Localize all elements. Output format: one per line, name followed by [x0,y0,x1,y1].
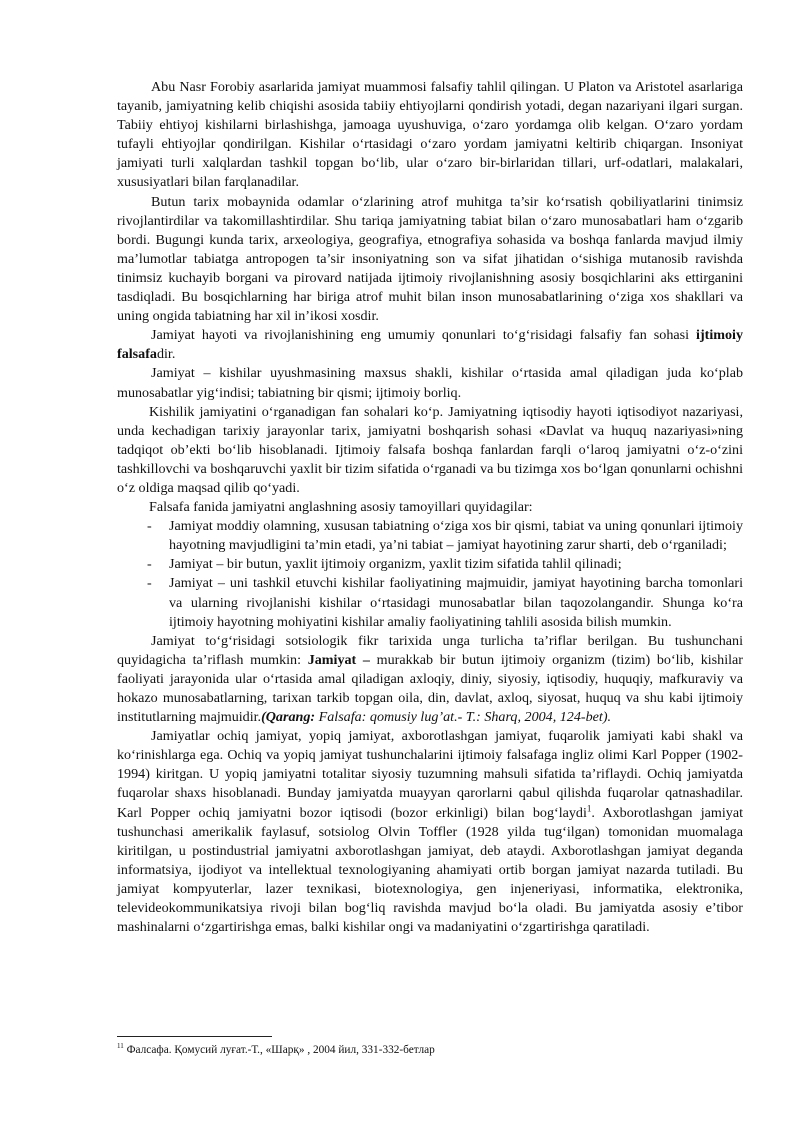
paragraph-text: Jamiyat to‘g‘risidagi sotsiologik fikr tarixida unga turlicha ta’riflar berilgan. Bu tushunchani quyidagicha ta’riflash mumkin: [117,632,743,668]
document-body [117,78,743,937]
footnote-text: Фалсафа. Қомусий луғат.-Т., «Шарқ» , 2004 йил, 331-332-бетлар [123,1044,435,1056]
paragraph-text: Jamiyatlar ochiq jamiyat, yopiq jamiyat, axborotlashgan jamiyat, fuqarolik jamiyati kabi shakl va ko‘rinishlarga ega. Ochiq va yopiq jamiyat tushunchalarini ijtimoiy falsafaga ingliz olimi Karl Popper (1902-1994) kiritgan. U yopiq jamiyatni totalitar siyosiy tuzumning mahsuli sifatida ta’riflaydi. Ochiq jamiyatda fuqarolar shaxs hisoblanadi. Bunday jamiyatda muayyan qarorlarni qabul qilishda fuqarolar qatnashadilar. Karl Popper ochiq jamiyatni bozor iqtisodi (bozor erkinligi) bilan bog‘laydi [117,728,743,821]
list-item-text: Jamiyat moddiy olamning, xususan tabiatning o‘ziga xos bir qismi, tabiat va uning qonunlari ijtimoiy hayotning mavjudligini ta’min etadi, ya’ni tabiat – jamiyat hayotining zarur sharti, deb o‘rganiladi; [169,518,743,554]
footnote-divider [117,1036,272,1037]
footnote-marker: 1 [586,802,592,813]
list-item-text: Jamiyat – uni tashkil etuvchi kishilar faoliyatining majmuidir, jamiyat hayotining barcha tomonlari va ularning rivojlanishi kishilar o‘rtasidagi munosabatlar bilan taqozolangandir. Shunga ko‘ra ijtimoiy hayotning mohiyatini kishilar amaliy faoliyatining tahlili asosida bilish mumkin. [169,575,743,630]
term-social-philosophy: ijtimoiy falsafa [117,327,743,363]
paragraph-society-types [117,727,743,937]
list-item [117,555,743,574]
list-dash: - [147,575,152,592]
footnote-number: 11 [117,1042,124,1051]
paragraph-tail: murakkab bir butun ijtimoiy organizm (tizim) bo‘lib, kishilar faoliyati jarayonida ular o‘rtasida amal qiladigan axloqiy, diniy, siyosiy, iqtisodiy, huquqiy, mafkuraviy va hokazo munosabatlarning, tarixan tarkib topgan oila, din, davlat, axloq, siyosat, huquq va shu kabi ijtimoiy institutlarning majmuidir. [117,651,743,726]
list-dash: - [147,518,152,535]
list-item-text: Jamiyat – bir butun, yaxlit ijtimoiy organizm, yaxlit tizim sifatida tahlil qilinadi; [169,556,622,573]
paragraph-sociological-definition [117,632,743,727]
paragraph-principles-intro: Falsafa fanida jamiyatni anglashning asosiy tamoyillari quyidagilar: [149,499,533,516]
list-item [117,517,743,555]
paragraph-society-definition: Jamiyat – kishilar uyushmasining maxsus shakli, kishilar o‘rtasida amal qiladigan juda ko‘plab munosabatlar yig‘indisi; tabiatning bir qismi; ijtimoiy borliq. [117,365,743,401]
footnote [117,1044,435,1056]
paragraph-history: Butun tarix mobaynida odamlar o‘zlarining atrof muhitga ta’sir ko‘rsatish qobiliyatlarini tinimsiz rivojlantirdilar va takomillashtirdilar. Shu tariqa jamiyatning tabiat bilan o‘zaro munosabatlari ham o‘zgarib bordi. Bugungi kunda tarix, arxeologiya, geografiya, etnografiya sohasida va boshqa fanlarda mavjud ilmiy ma’lumotlar tabiatga antropogen ta’sir insoniyatning son va sifat jihatidan o‘sishiga mutanosib ravishda tinimsiz kuchayib borgani va pirovard natijada ijtimoiy rivojlanishning asosiy bosqichlarini aks ettirganini tasdiqladi. Bu bosqichlarning har biriga atrof muhit bilan inson munosabatlarining o‘ziga xos shakllari va uning ongida tabiatning har xil in’ikosi xosdir. [117,193,743,325]
paragraph-forobiy: Abu Nasr Forobiy asarlarida jamiyat muammosi falsafiy tahlil qilingan. U Platon va Aristotel asarlariga tayanib, jamiyatning kelib chiqishi asosida tabiiy ehtiyojlarni qondirish yotadi, degan nazariyani ilgari surgan. Tabiiy ehtiyoj kishilarni birlashishga, jamoaga uyushuviga, o‘zaro yordamga olib kelgan. O‘zaro yordam tufayli ehtiyojlar qondirilgan. Kishilar o‘rtasidagi o‘zaro yordam jamiyatni keltirib chiqargan. Insoniyat jamiyati turli xalqlardan tashkil topgan bo‘lib, ular o‘zaro bir-birlaridan tillari, urf-odatlari, malakalari, xususiyatlari bilan farqlanadilar. [117,79,743,191]
term-society: Jamiyat – [307,651,370,668]
paragraph-tail: . Axborotlashgan jamiyat tushunchasi amerikalik faylasuf, sotsiolog Olvin Toffler (1928 yilda tug‘ilgan) tomonidan muomalaga kiritilgan, u postindustrial jamiyatni axborotlashgan jamiyat, deb ataydi. Axborotlashgan jamiyat deganda informatsiya, ijodiyot va intellektual texnologiyaning ahamiyati ortib borgan jamiyat nazarda tutiladi. Bu jamiyat kompyuterlar, lazer texnikasi, biotexnologiya, gen injeneriyasi, informatika, elektronika, televideokommunikatsiya rivoji bilan bog‘liq ravishda mavjud bo‘la oladi. Bu jamiyatda asosiy e’tibor mashinalarni o‘zgartirishga emas, balki kishilar ongi va madaniyatini o‘zgartirishga qaratiladi. [117,804,743,936]
paragraph-text: Jamiyat hayoti va rivojlanishining eng umumiy qonunlari to‘g‘risidagi falsafiy fan sohasi [151,327,697,344]
reference-label: (Qarang: [261,709,316,726]
paragraph-tail: dir. [156,346,176,363]
list-dash: - [147,556,152,573]
reference-source: Falsafa: qomusiy lug’at.- T.: Sharq, 2004, 124-bet). [315,709,612,726]
principles-list [117,517,743,632]
list-item [117,574,743,631]
paragraph-sciences: Kishilik jamiyatini o‘rganadigan fan sohalari ko‘p. Jamiyatning iqtisodiy hayoti iqtisodiyot nazariyasi, unda kechadigan tarixiy jarayonlar tarix, jamiyatni boshqarish sohasi «Davlat va huquq nazariyasi»ning tadqiqot ob’ekti bo‘lib hisoblanadi. Ijtimoiy falsafa boshqa fanlardan farqli o‘laroq jamiyatni o‘z-o‘zini tashkillovchi va boshqaruvchi yaxlit bir tizim sifatida o‘rganadi va bu tizimga xos bo‘lgan qonunlarni ochishni o‘z oldiga maqsad qilib qo‘yadi. [117,403,743,496]
paragraph-social-philosophy [117,326,743,364]
